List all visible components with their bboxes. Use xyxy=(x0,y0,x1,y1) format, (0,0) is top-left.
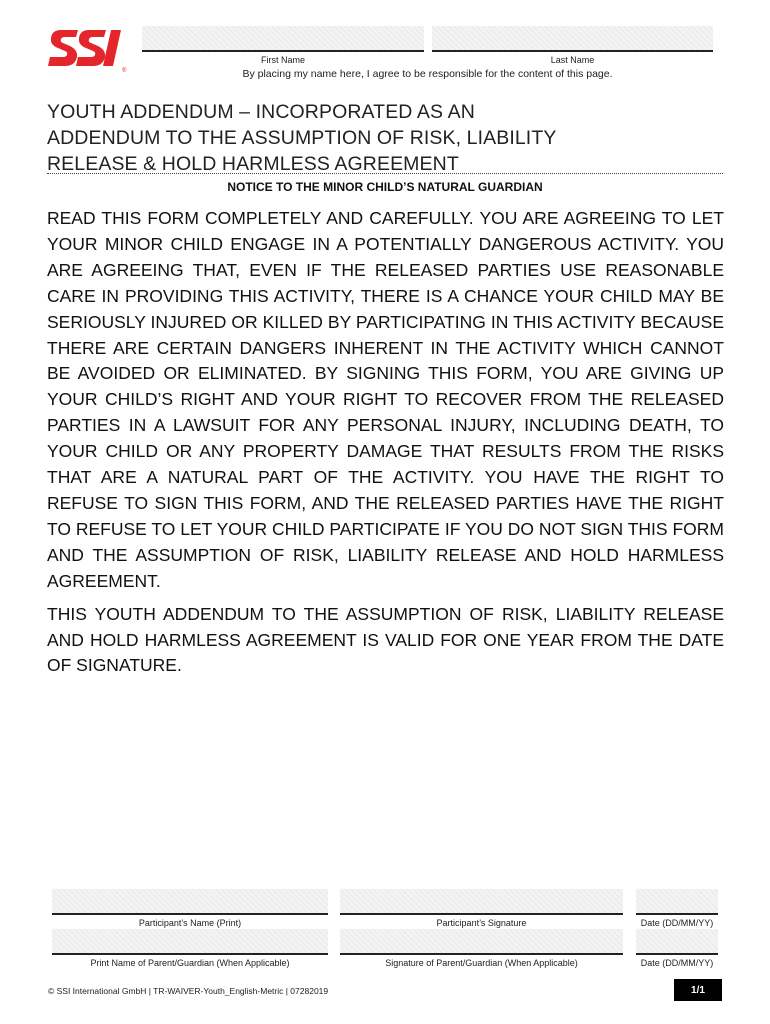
first-name-field[interactable] xyxy=(142,26,424,52)
last-name-field[interactable] xyxy=(432,26,713,52)
participant-date-field[interactable] xyxy=(636,889,718,915)
validity-paragraph: THIS YOUTH ADDENDUM TO THE ASSUMPTION OF RISK, LIABILITY RELEASE AND HOLD HARMLESS AGREEMENT IS VALID FOR ONE YEAR FROM THE DATE OF SIGNATURE. xyxy=(47,603,724,676)
footer-copyright: © SSI International GmbH | TR-WAIVER-Youth_English-Metric | 07282019 xyxy=(48,986,329,996)
title-line: ADDENDUM TO THE ASSUMPTION OF RISK, LIABILITY xyxy=(47,127,557,149)
page-number-badge: 1/1 xyxy=(674,979,722,1001)
document-body xyxy=(47,206,724,686)
participant-signature-label: Participant’s Signature xyxy=(436,918,527,928)
document-title xyxy=(47,99,727,177)
warning-paragraph: READ THIS FORM COMPLETELY AND CAREFULLY. YOU ARE AGREEING TO LET YOUR MINOR CHILD ENGAGE IN A POTENTIALLY DANGEROUS ACTIVITY. YOU ARE AGREEING THAT, EVEN IF THE RELEASED PARTIES USE REASONABLE CARE IN PROVIDING THIS ACTIVITY, THERE IS A CHANCE YOUR CHILD MAY BE SERIOUSLY INJURED OR KILLED BY PARTICIPATING IN THIS ACTIVITY BECAUSE THERE ARE CERTAIN DANGERS INHERENT IN THE ACTIVITY WHICH CANNOT BE AVOIDED OR ELIMINATED. BY SIGNING THIS FORM, YOU ARE GIVING UP YOUR CHILD’S RIGHT AND YOUR RIGHT TO RECOVER FROM THE RELEASED PARTIES IN A LAWSUIT FOR ANY PERSONAL INJURY, INCLUDING DEATH, TO YOUR CHILD OR ANY PROPERTY DAMAGE THAT RESULTS FROM THE RISKS THAT ARE A NATURAL PART OF THE ACTIVITY. YOU HAVE THE RIGHT TO REFUSE TO SIGN THIS FORM, AND THE RELEASED PARTIES HAVE THE RIGHT TO REFUSE TO LET YOUR CHILD PARTICIPATE IF YOU DO NOT SIGN THIS FORM AND THE ASSUMPTION OF RISK, LIABILITY RELEASE AND HOLD HARMLESS AGREEMENT. xyxy=(47,208,724,591)
participant-name-field[interactable] xyxy=(52,889,328,915)
guardian-signature-label: Signature of Parent/Guardian (When Applicable) xyxy=(385,958,578,968)
guardian-signature-field[interactable] xyxy=(340,929,623,955)
participant-signature-field[interactable] xyxy=(340,889,623,915)
participant-name-label: Participant’s Name (Print) xyxy=(138,918,242,928)
first-name-label: First Name xyxy=(260,55,305,65)
notice-heading: NOTICE TO THE MINOR CHILD’S NATURAL GUARDIAN xyxy=(227,180,543,194)
title-line: RELEASE & HOLD HARMLESS AGREEMENT xyxy=(47,153,459,175)
guardian-name-label: Print Name of Parent/Guardian (When Applicable) xyxy=(90,958,290,968)
ssi-logo xyxy=(48,24,130,74)
guardian-date-field[interactable] xyxy=(636,929,718,955)
title-line: YOUTH ADDENDUM – INCORPORATED AS AN xyxy=(47,101,475,123)
agreement-note: By placing my name here, I agree to be responsible for the content of this page. xyxy=(242,68,613,80)
svg-text:®: ® xyxy=(122,68,127,74)
ssi-logo-mark xyxy=(48,24,130,74)
guardian-date-label: Date (DD/MM/YY) xyxy=(640,958,714,968)
title-divider xyxy=(47,173,723,174)
participant-date-label: Date (DD/MM/YY) xyxy=(640,918,714,928)
last-name-label: Last Name xyxy=(550,55,595,65)
guardian-name-field[interactable] xyxy=(52,929,328,955)
